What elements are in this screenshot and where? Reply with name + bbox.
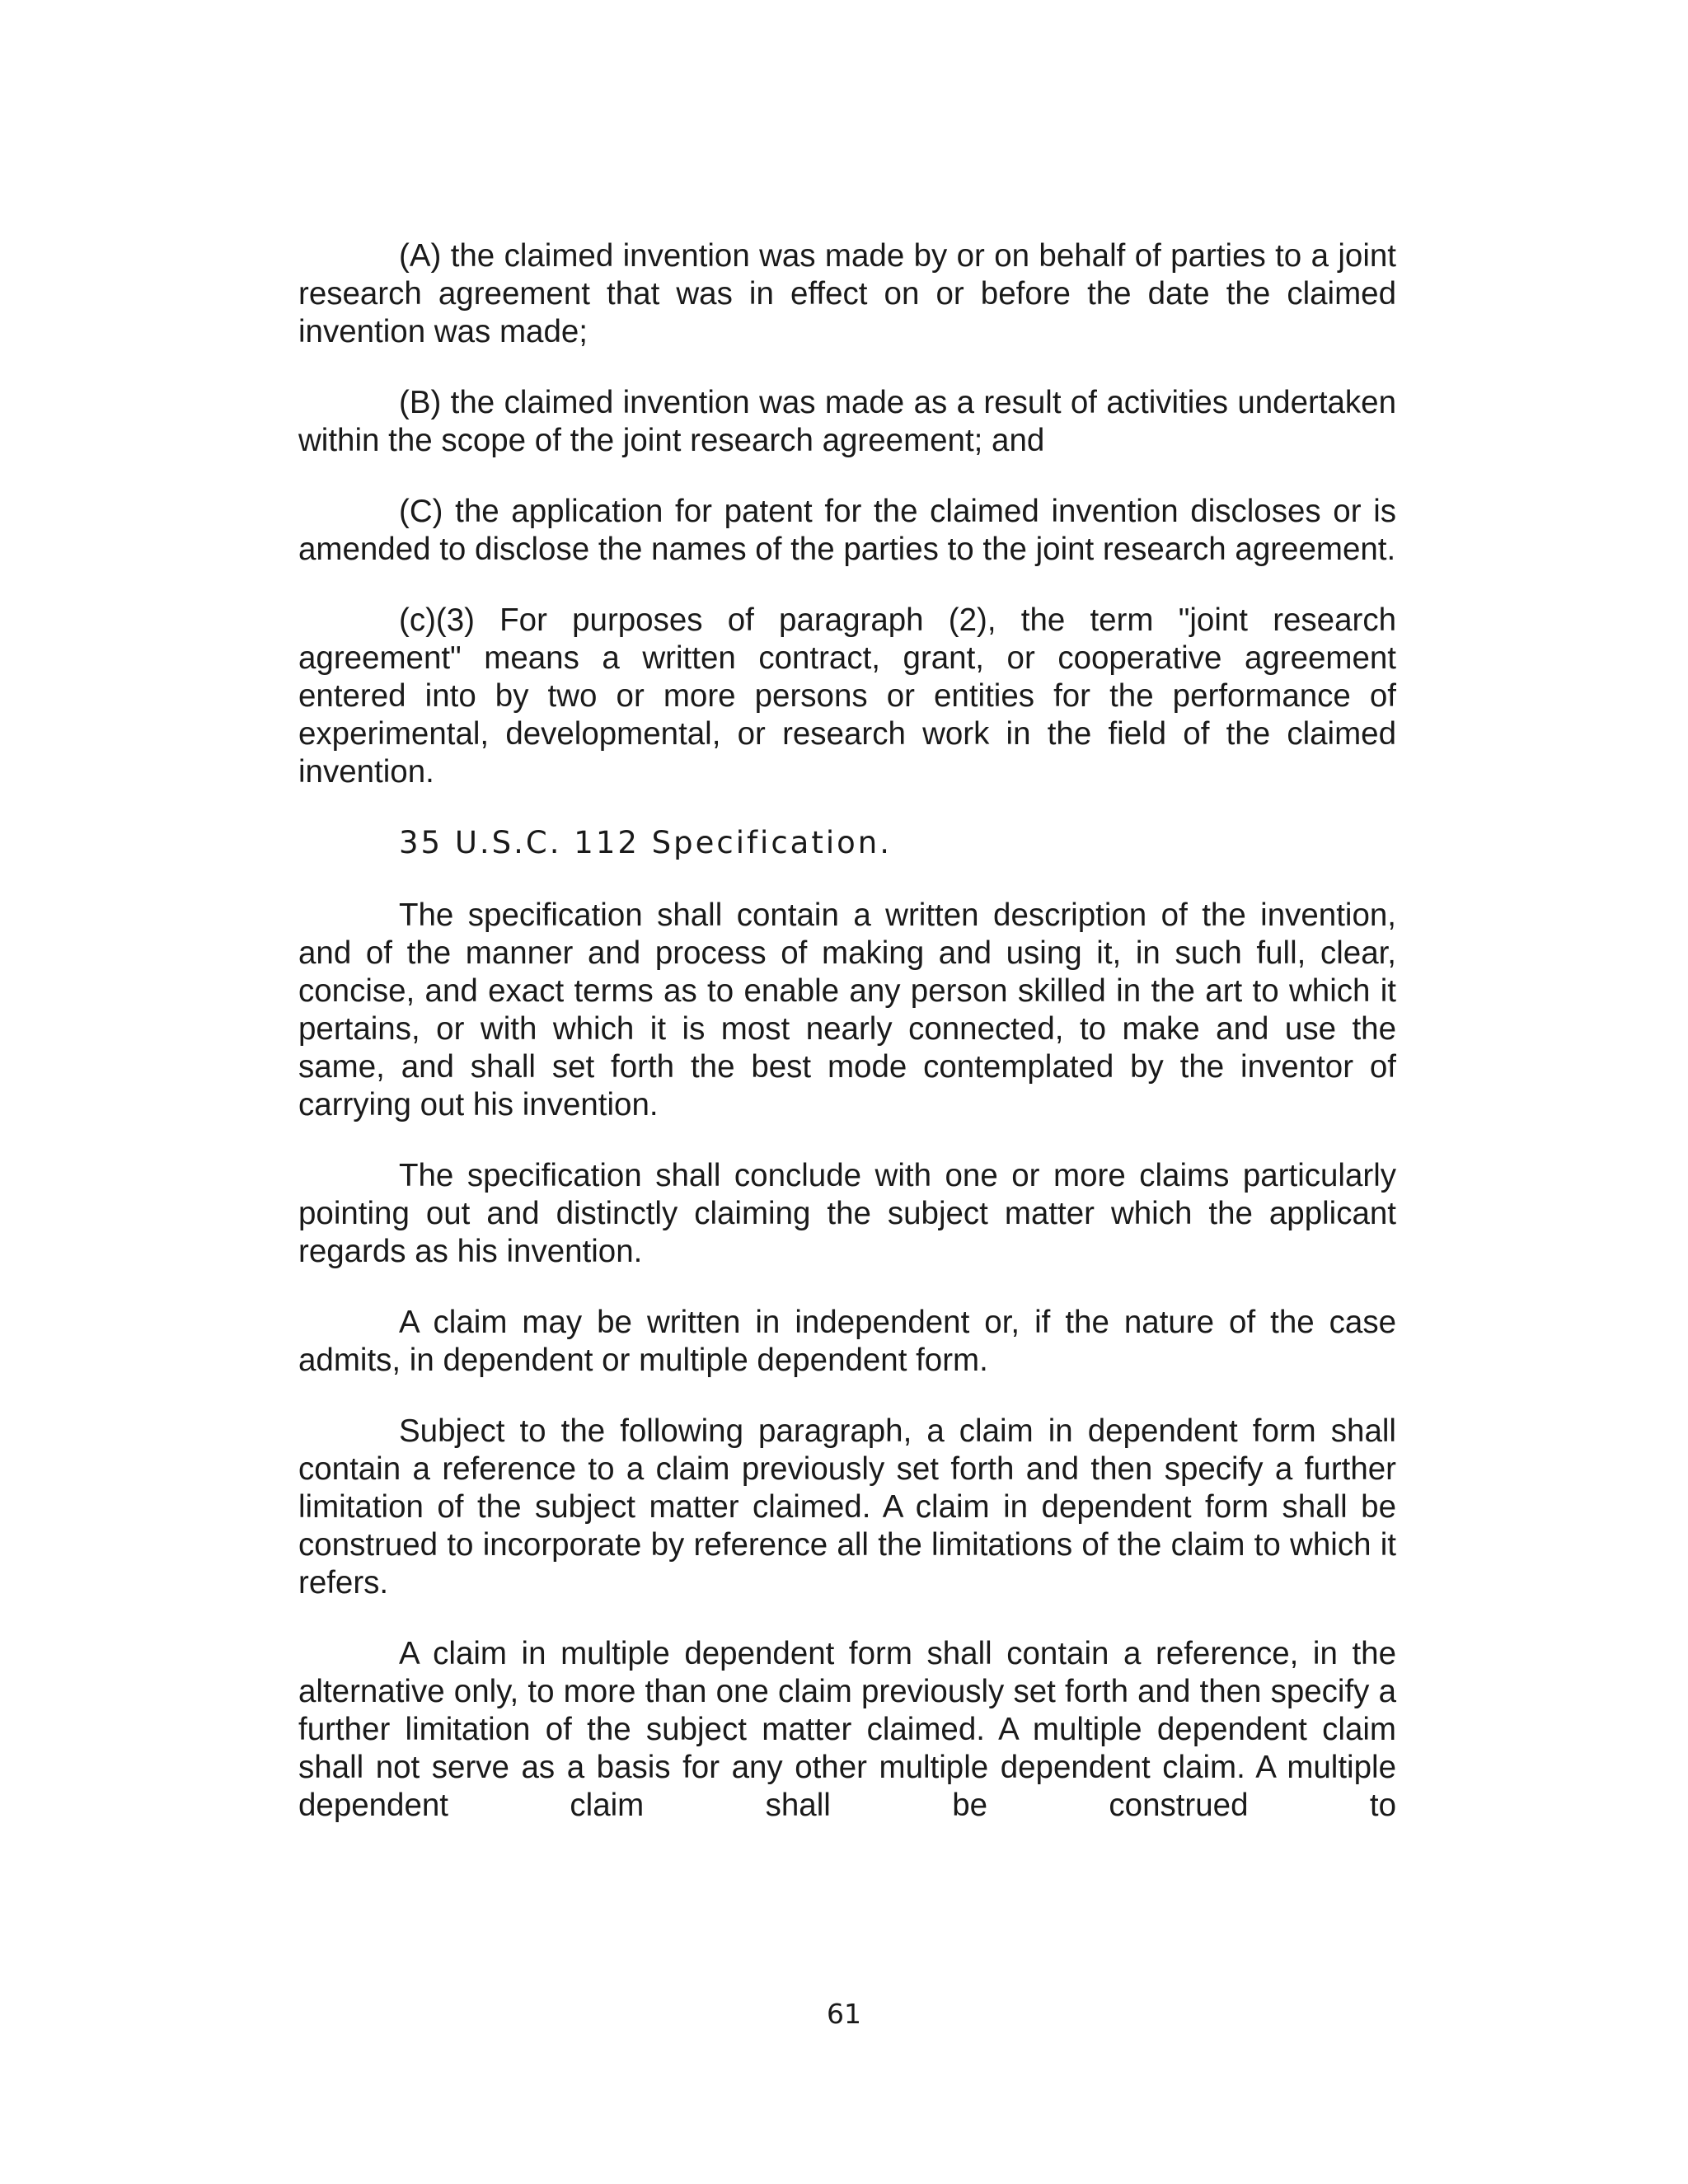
paragraph-c3-definition: (c)(3) For purposes of paragraph (2), the term "joint research agreement" means a written contract, grant, or cooperative agreement entered into by two or more persons or entities for the performance of experimental, developmental, or research work in the field of the claimed invention. bbox=[298, 602, 1396, 790]
paragraph-dependent-form: Subject to the following paragraph, a claim in dependent form shall contain a reference to a claim previously set forth and then specify a further limitation of the subject matter claimed. A claim in dependent form shall be construed to incorporate by reference all the limitations of the claim to which it refers. bbox=[298, 1413, 1396, 1601]
section-heading: 35 U.S.C. 112 Specification. bbox=[399, 825, 892, 860]
paragraph-c: (C) the application for patent for the claimed invention discloses or is amended to disclose the names of the parties to the joint research agreement. bbox=[298, 494, 1396, 567]
paragraph-claim-forms: A claim may be written in independent or, if the nature of the case admits, in dependent or multiple dependent form. bbox=[298, 1305, 1396, 1378]
paragraph-claims-conclusion: The specification shall conclude with one or more claims particularly pointing out and distinctly claiming the subject matter which the applicant regards as his invention. bbox=[298, 1158, 1396, 1269]
paragraph-a: (A) the claimed invention was made by or on behalf of parties to a joint research agreement that was in effect on or before the date the claimed invention was made; bbox=[298, 238, 1396, 349]
paragraph-multiple-dependent-form: A claim in multiple dependent form shall contain a reference, in the alternative only, to more than one claim previously set forth and then specify a further limitation of the subject matter claimed. A multiple dependent claim shall not serve as a basis for any other multiple dependent claim. A multiple dependent claim shall be construed to bbox=[298, 1636, 1396, 1823]
page-number: 61 bbox=[827, 1998, 861, 2030]
paragraph-b: (B) the claimed invention was made as a result of activities undertaken within the scope of the joint research agreement; and bbox=[298, 385, 1396, 458]
paragraph-written-description: The specification shall contain a written description of the invention, and of the manner and process of making and using it, in such full, clear, concise, and exact terms as to enable any person skilled in the art to which it pertains, or with which it is most nearly connected, to make and use the same, and shall set forth the best mode contemplated by the inventor of carrying out his invention. bbox=[298, 898, 1396, 1122]
page-body bbox=[298, 237, 1396, 1825]
